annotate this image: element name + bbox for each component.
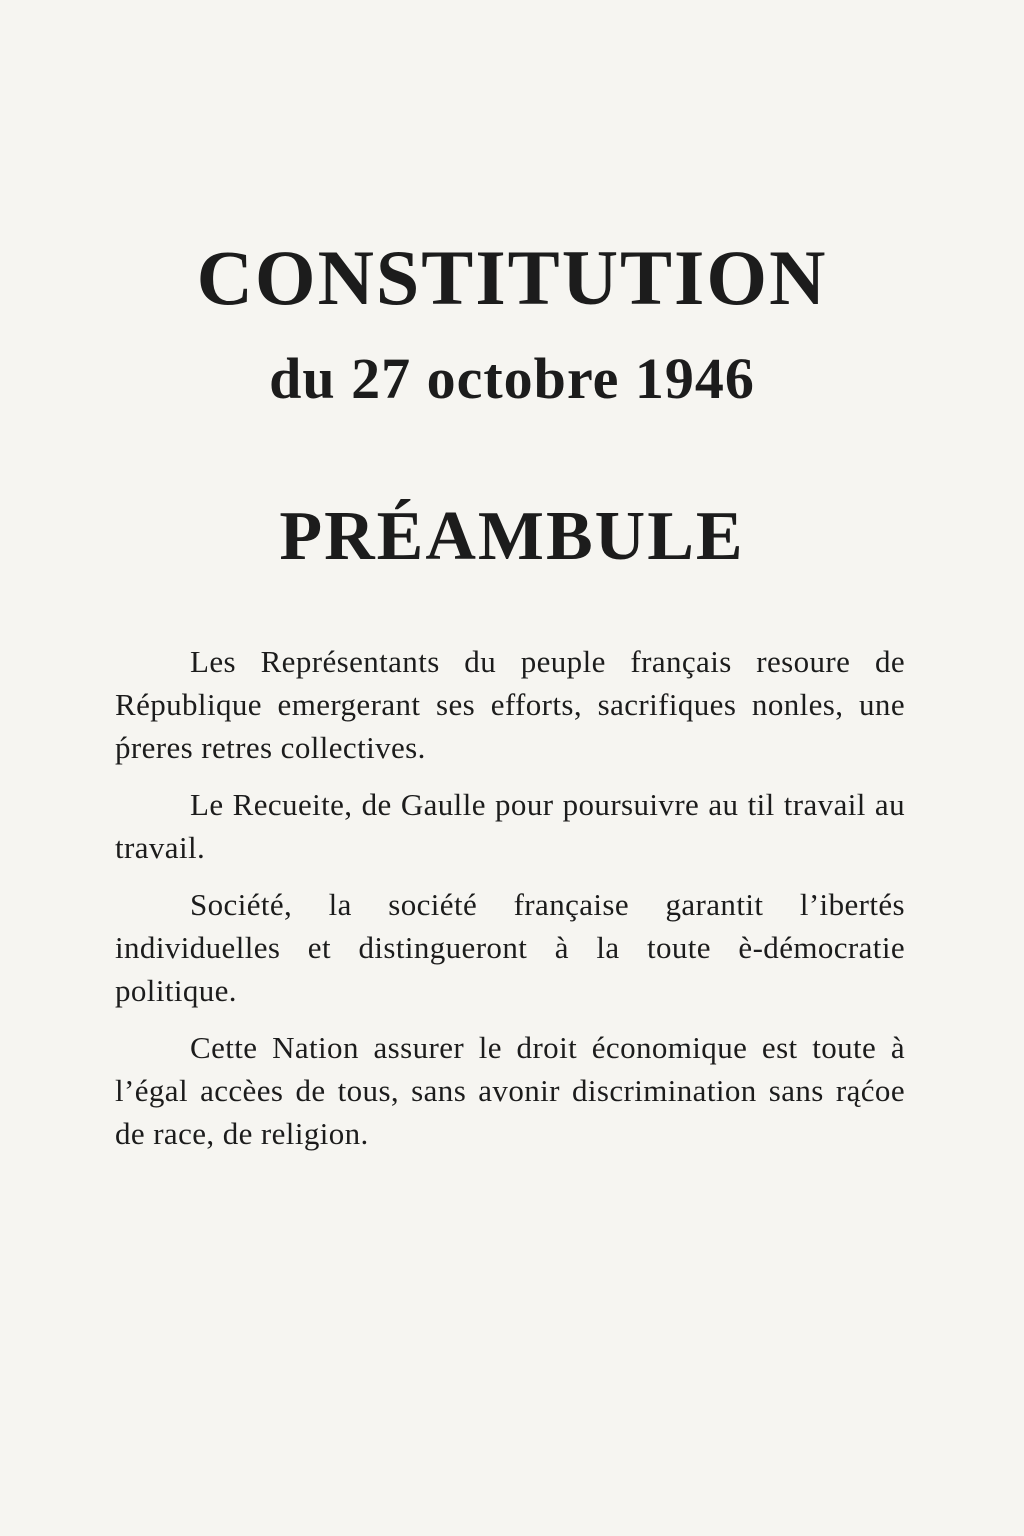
section-heading: PRÉAMBULE — [279, 498, 745, 575]
paragraph: Le Recueite, de Gaulle pour poursuivre au til travail au travail. — [115, 787, 905, 865]
paragraph: Société, la société française garantit l’ibertés individuelles et distingueront à la toute è-démocratie politique. — [115, 887, 905, 1008]
document-date: du 27 octobre 1946 — [269, 346, 755, 411]
document-title: CONSTITUTION — [196, 234, 828, 321]
preamble-body — [115, 640, 905, 1169]
paragraph: Les Représentants du peuple français resoure de République emergerant ses efforts, sacrifiques nonles, une ṕreres retres collectives. — [115, 644, 905, 765]
paragraph: Cette Nation assurer le droit économique est toute à l’égal accèes de tous, sans avonir discrimination sans rąćoe de race, de religion. — [115, 1030, 905, 1151]
